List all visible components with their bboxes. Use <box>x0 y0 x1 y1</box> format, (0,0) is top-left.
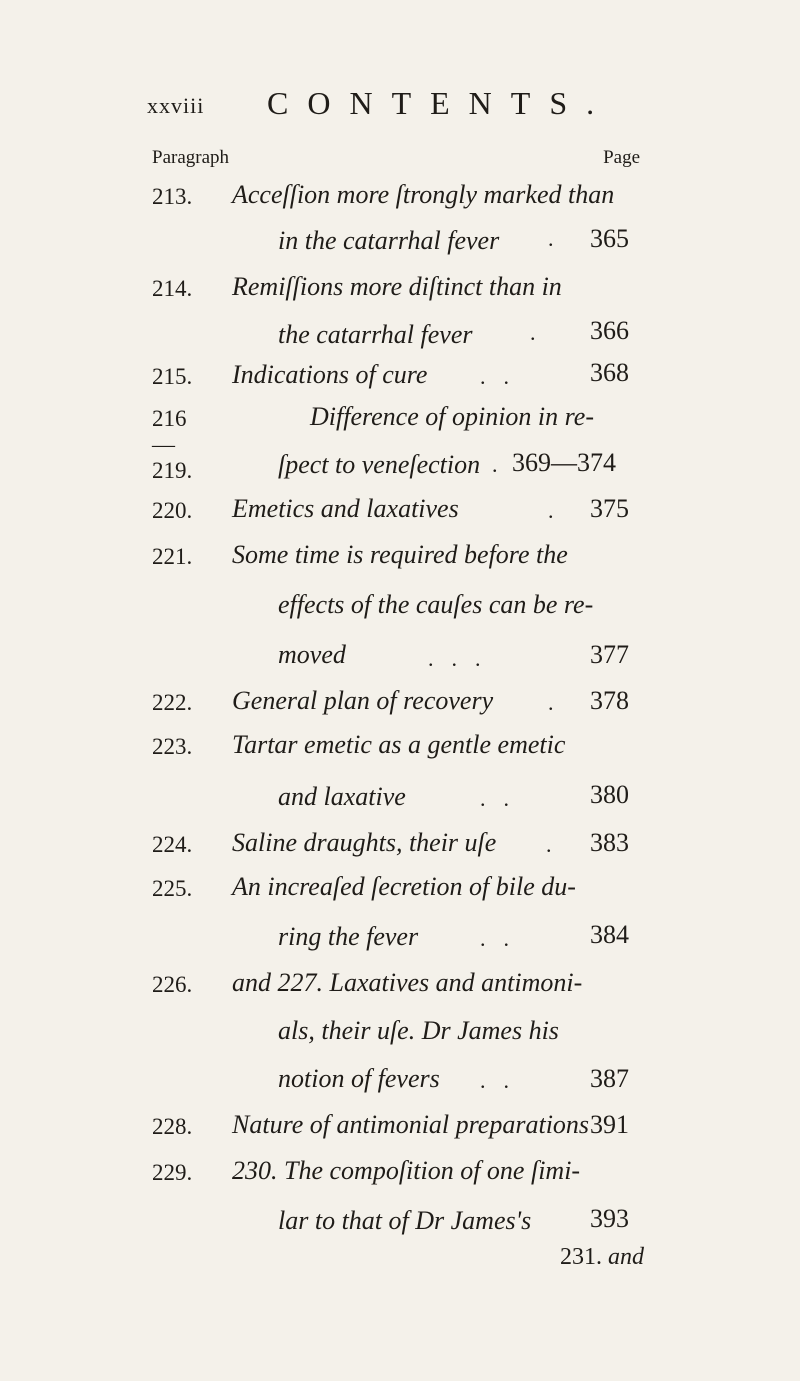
entry-title-continued: and laxative <box>278 782 406 811</box>
book-page: xxviii CONTENTS. Paragraph Page 213. Acceſſion more ſtrongly marked than in the catarrhal fever . 365 214. Remiſſions more diſtinct than in the catarrhal fever . 366 215. Indications of cure .. 368 216—219. Difference of opinion in re- ſpect to veneſection . 369—374 220. Emetics and laxatives . 375 221. Some time is required before the effects of the cauſes can be re- moved ... 377 222. General plan of recovery . 378 223. Tartar emetic as a gentle emetic and laxative .. 380 224. Saline draughts, their uſe . 383 225. An increaſed ſecretion of bile du- ring the fever .. 384 226. and 227. Laxatives and antimoni- als, their uſe. Dr James his notion of fevers .. 387 228. Nature of antimonial preparations 391 229. 230. The compoſition of one ſimi- lar to that of Dr James's 393 231. and <box>0 0 800 1381</box>
entry-page: 393 <box>590 1204 629 1233</box>
entry-title-continued: the catarrhal fever <box>278 320 473 349</box>
entry-number: 222. <box>152 690 193 715</box>
entry-title: An increaſed ſecretion of bile du- <box>232 872 576 901</box>
entry-number: 225. <box>152 876 193 901</box>
entry-title: Tartar emetic as a gentle emetic <box>232 730 566 759</box>
entry-page: 377 <box>590 640 629 669</box>
entry-number: 214. <box>152 276 193 301</box>
entry-page: 369—374 <box>512 448 616 477</box>
catchword-number: 231. <box>560 1244 602 1270</box>
entry-number: 216—219. <box>152 406 193 483</box>
entry-number: 213. <box>152 184 193 209</box>
column-headings <box>152 147 640 175</box>
entry-number: 226. <box>152 972 193 997</box>
entry-title: Nature of antimonial preparations <box>232 1110 590 1139</box>
entry-number: 223. <box>152 734 193 759</box>
entry-title: 230. The compoſition of one ſimi- <box>232 1156 581 1185</box>
entry-page: 366 <box>590 316 629 345</box>
entry-title-continued: notion of fevers <box>278 1064 440 1093</box>
running-title: CONTENTS. <box>267 85 614 121</box>
entry-title: Emetics and laxatives <box>232 494 459 523</box>
entry-number: 224. <box>152 832 193 857</box>
entry-page: 380 <box>590 780 629 809</box>
entry-title-continued: ring the fever <box>278 922 419 951</box>
entry-number: 228. <box>152 1114 193 1139</box>
folio-number: xxviii <box>147 93 205 118</box>
entry-title-continued: in the catarrhal fever <box>278 226 500 255</box>
entry-title: Difference of opinion in re- <box>310 402 595 431</box>
catchword-text: and <box>608 1244 644 1270</box>
entry-page: 384 <box>590 920 629 949</box>
entry-title: Indications of cure <box>232 360 428 389</box>
entry-title: Acceſſion more ſtrongly marked than <box>232 180 615 209</box>
entry-title-continued: lar to that of Dr James's <box>278 1206 532 1235</box>
entry-number: 215. <box>152 364 193 389</box>
entry-number: 229. <box>152 1160 193 1185</box>
entry-title-continued: ſpect to veneſection <box>278 450 481 479</box>
entry-page: 368 <box>590 358 629 387</box>
entry-page: 387 <box>590 1064 629 1093</box>
entry-title: General plan of recovery <box>232 686 494 715</box>
entry-page: 383 <box>590 828 629 857</box>
paragraph-heading: Paragraph <box>152 147 230 168</box>
entry-title: and 227. Laxatives and antimoni- <box>232 968 583 997</box>
entry-title-continued: effects of the cauſes can be re- <box>278 590 594 619</box>
entry-title: Remiſſions more diſtinct than in <box>232 272 562 301</box>
page-header <box>147 85 657 125</box>
catchword <box>560 1244 644 1271</box>
entry-number: 221. <box>152 544 193 569</box>
entry-title-continued: als, their uſe. Dr James his <box>278 1016 559 1045</box>
entry-page: 391 <box>590 1110 629 1139</box>
entry-page: 375 <box>590 494 629 523</box>
entry-title-continued: moved <box>278 640 346 669</box>
page-heading: Page <box>603 147 640 168</box>
entry-title: Some time is required before the <box>232 540 568 569</box>
entry-title: Saline draughts, their uſe <box>232 828 497 857</box>
entry-page: 365 <box>590 224 629 253</box>
entry-number: 220. <box>152 498 193 523</box>
entry-page: 378 <box>590 686 629 715</box>
